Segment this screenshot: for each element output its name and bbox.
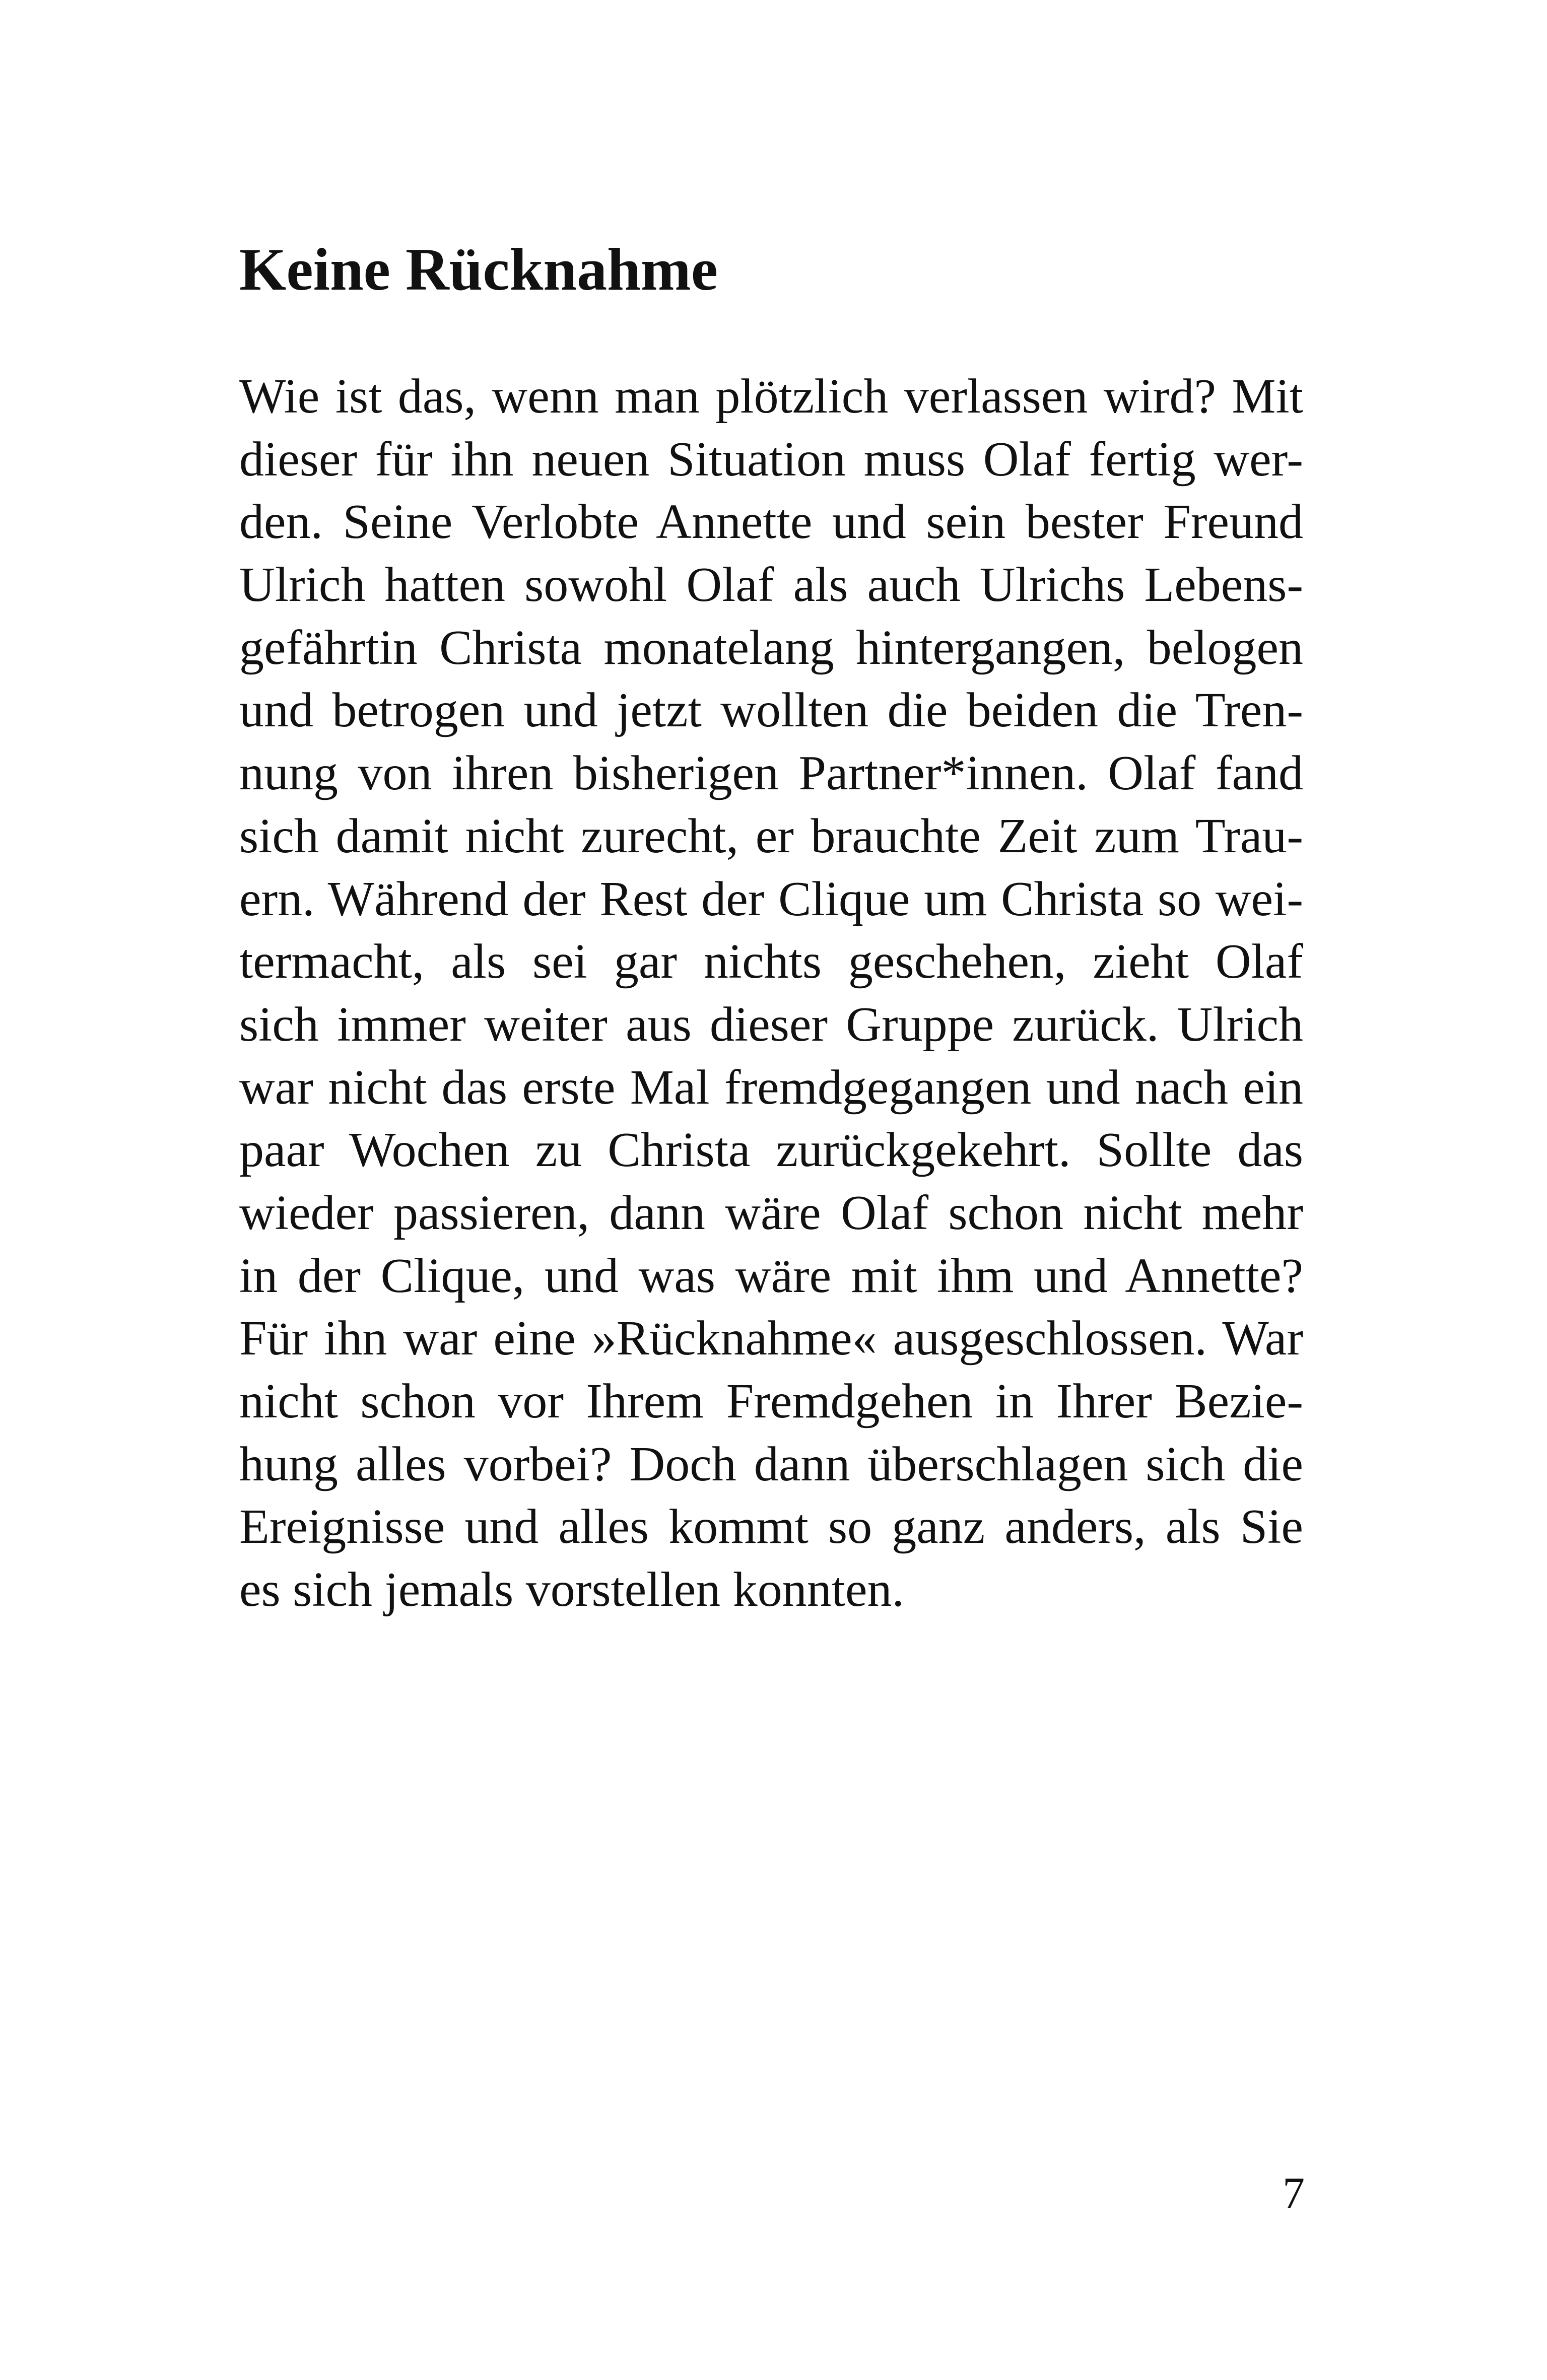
text-line: Für ihn war eine »Rücknahme« ausgeschlossen. War — [239, 1311, 1303, 1366]
text-line: wieder passieren, dann wäre Olaf schon nicht mehr — [239, 1185, 1303, 1240]
body-paragraph — [239, 365, 1303, 1621]
text-line: nicht schon vor Ihrem Fremdgehen in Ihrer Bezie- — [239, 1374, 1303, 1429]
text-line: hung alles vorbei? Doch dann überschlagen sich die — [239, 1437, 1303, 1491]
text-line: nung von ihren bisherigen Partner*innen. Olaf fand — [239, 746, 1303, 801]
page-number: 7 — [1283, 2169, 1305, 2218]
text-line: gefährtin Christa monatelang hintergangen, belogen — [239, 620, 1303, 675]
text-line: ern. Während der Rest der Clique um Christa so wei- — [239, 871, 1303, 926]
text-line: Ulrich hatten sowohl Olaf als auch Ulrichs Lebens- — [239, 558, 1303, 613]
text-line: den. Seine Verlobte Annette und sein bester Freund — [239, 495, 1303, 550]
text-line: sich immer weiter aus dieser Gruppe zurück. Ulrich — [239, 997, 1303, 1052]
text-line: Ereignisse und alles kommt so ganz anders, als Sie — [239, 1500, 1303, 1554]
text-line: termacht, als sei gar nichts geschehen, zieht Olaf — [239, 934, 1303, 989]
text-line: sich damit nicht zurecht, er brauchte Zeit zum Trau- — [239, 808, 1303, 863]
text-line: paar Wochen zu Christa zurückgekehrt. Sollte das — [239, 1123, 1303, 1178]
text-line: Wie ist das, wenn man plötzlich verlassen wird? Mit — [239, 369, 1303, 424]
text-line: in der Clique, und was wäre mit ihm und Annette? — [239, 1248, 1303, 1303]
text-line: dieser für ihn neuen Situation muss Olaf fertig wer- — [239, 432, 1303, 487]
text-line: und betrogen und jetzt wollten die beiden die Tren- — [239, 683, 1303, 738]
text-line: war nicht das erste Mal fremdgegangen und nach ein — [239, 1060, 1303, 1115]
chapter-title: Keine Rücknahme — [239, 236, 718, 303]
text-line: es sich jemals vorstellen konnten. — [239, 1562, 904, 1617]
